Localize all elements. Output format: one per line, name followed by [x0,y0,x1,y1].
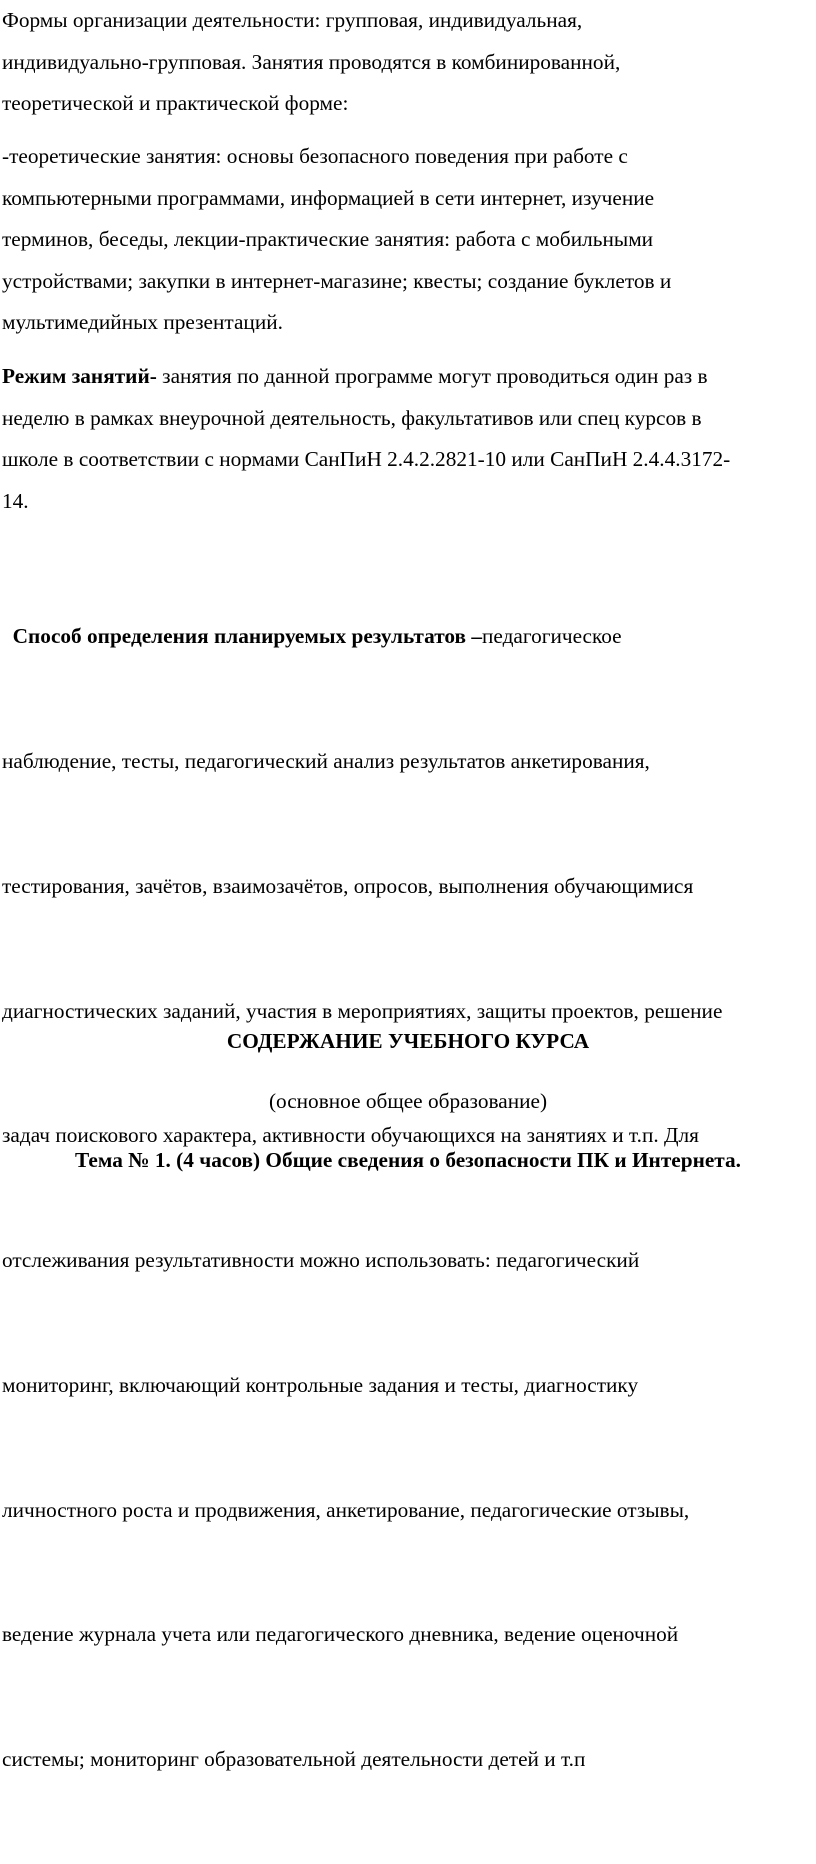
text-line [2,356,814,398]
text-line: терминов, беседы, лекции-практические занятия: работа с мобильными [2,227,654,252]
mode-line-rest: занятия по данной программе могут проводиться один раз в [156,364,708,388]
text-line: -теоретические занятия: основы безопасного поведения при работе с [2,144,628,168]
mode-paragraph [2,356,814,522]
text-line: личностного роста и продвижения, анкетирование, педагогические отзывы, [2,1497,690,1522]
text-line [2,616,814,658]
topic-heading: Тема № 1. (4 часов) Общие сведения о безопасности ПК и Интернета. [74,1148,741,1172]
theory-paragraph [2,136,814,344]
method-label: Способ определения планируемых результатов – [2,624,483,649]
text-line: мониторинг, включающий контрольные задания и тесты, диагностику [2,1372,639,1397]
text-line: наблюдение, тесты, педагогический анализ результатов анкетирования, [2,748,650,773]
text-line: тестирования, зачётов, взаимозачётов, опросов, выполнения обучающимися [2,873,694,898]
text-line: ведение журнала учета или педагогического дневника, ведение оценочной [2,1622,679,1647]
text-line: индивидуально-групповая. Занятия проводятся в комбинированной, [2,49,621,74]
text-line: мультимедийных презентаций. [2,310,283,335]
section-title: СОДЕРЖАНИЕ УЧЕБНОГО КУРСА [226,1029,590,1053]
text-line: задач поискового характера, активности обучающихся на занятиях и т.п. Для [2,1123,699,1148]
forms-paragraph [2,0,814,125]
method-line-rest: педагогическое [482,624,622,649]
text-line: неделю в рамках внеурочной деятельность, факультативов или спец курсов в [2,405,702,430]
method-paragraph [2,533,814,1864]
text-line: теоретической и практической форме: [2,91,349,116]
text-line: системы; мониторинг образовательной деятельности детей и т.п [2,1747,586,1772]
text-line: Формы организации деятельности: групповая, индивидуальная, [2,8,583,32]
text-line: отслеживания результативности можно использовать: педагогический [2,1248,640,1273]
section-subtitle: (основное общее образование) [268,1089,548,1113]
text-line: 14. [2,488,29,513]
mode-label: Режим занятий- [2,364,157,388]
text-line: компьютерными программами, информацией в сети интернет, изучение [2,185,655,210]
text-line: школе в соответствии с нормами СанПиН 2.4.2.2821-10 или СанПиН 2.4.4.3172- [2,447,731,472]
text-line: устройствами; закупки в интернет-магазине; квесты; создание буклетов и [2,268,672,293]
text-line: диагностических заданий, участия в мероприятиях, защиты проектов, решение [2,998,723,1023]
